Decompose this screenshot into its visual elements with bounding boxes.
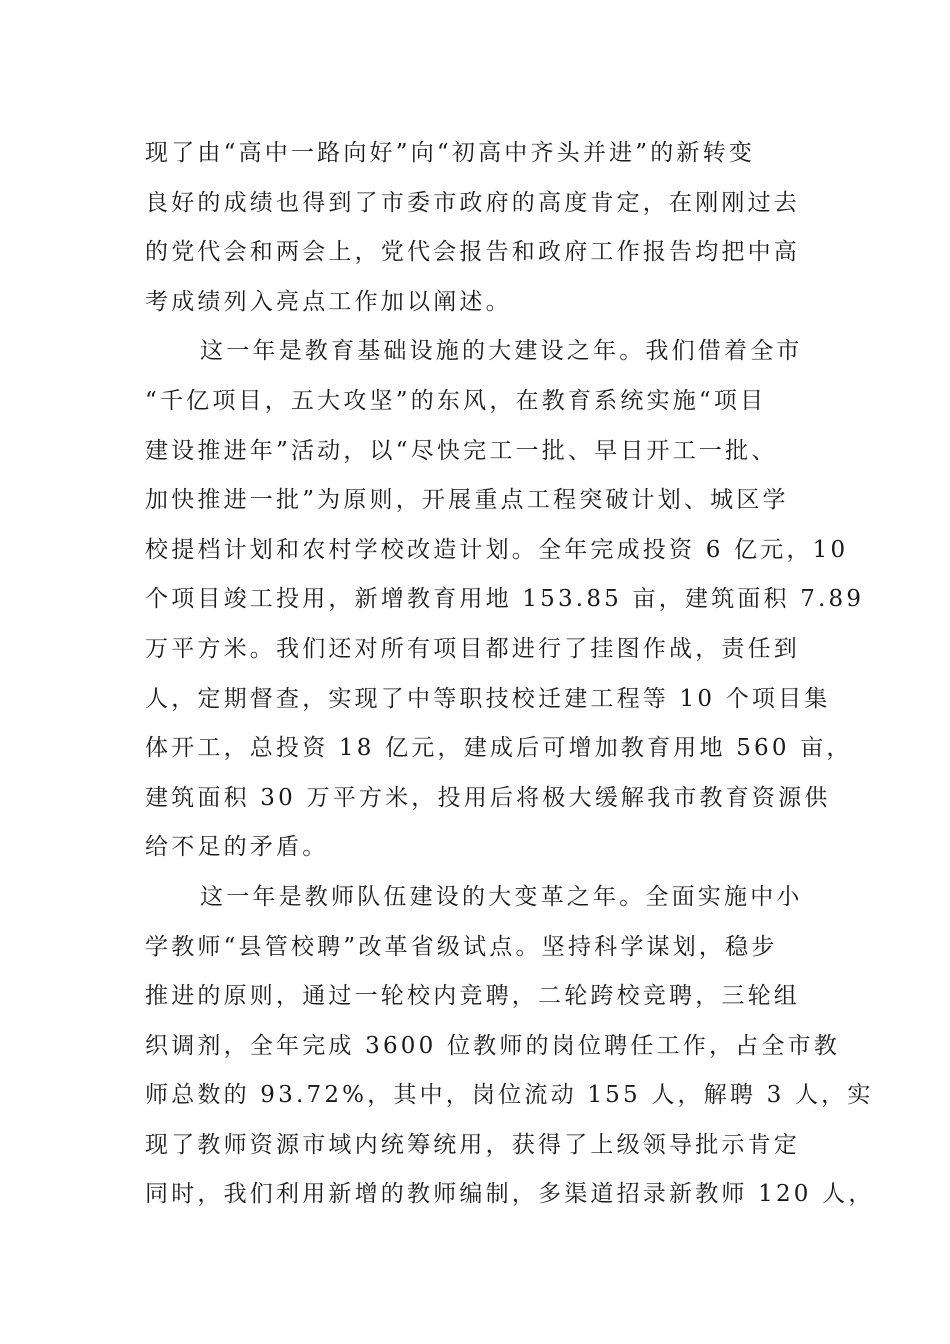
text-line: 的党代会和两会上，党代会报告和政府工作报告均把中高 (145, 239, 800, 266)
text-line: 师总数的 93.72%，其中，岗位流动 155 人，解聘 3 人，实 (145, 1082, 874, 1109)
text-line: 现了教师资源市域内统筹统用，获得了上级领导批示肯定 (145, 1131, 800, 1158)
text-line: 体开工，总投资 18 亿元，建成后可增加教育用地 560 亩， (145, 735, 853, 762)
document-body (145, 131, 875, 1222)
text-line: 推进的原则，通过一轮校内竞聘，二轮跨校竞聘，三轮组 (145, 983, 800, 1010)
text-line: 这一年是教师队伍建设的大变革之年。全面实施中小 (200, 883, 803, 910)
text-line: 给不足的矛盾。 (145, 834, 329, 861)
text-line: 加快推进一批”为原则，开展重点工程突破计划、城区学 (145, 487, 789, 514)
text-line: “千亿项目，五大攻坚”的东风，在教育系统实施“项目 (145, 387, 767, 414)
text-line: 万平方米。我们还对所有项目都进行了挂图作战，责任到 (145, 635, 800, 662)
text-line: 建设推进年”活动，以“尽快完工一批、早日开工一批、 (145, 437, 778, 464)
text-line: 织调剂，全年完成 3600 位教师的岗位聘任工作，占全市教 (145, 1032, 840, 1059)
paragraph-3 (145, 875, 875, 1222)
text-line: 人，定期督查，实现了中等职技校迁建工程等 10 个项目集 (145, 685, 831, 712)
paragraph-2 (145, 329, 865, 875)
text-line: 建筑面积 30 万平方米，投用后将极大缓解我市教育资源供 (145, 784, 831, 811)
text-line: 考成绩列入亮点工作加以阐述。 (145, 288, 512, 315)
text-line: 同时，我们利用新增的教师编制，多渠道招录新教师 120 人， (145, 1181, 875, 1208)
paragraph-1 (145, 131, 810, 329)
text-line: 现了由“高中一路向好”向“初高中齐头并进”的新转变 (145, 140, 756, 166)
text-line: 良好的成绩也得到了市委市政府的高度肯定，在刚刚过去 (145, 189, 800, 216)
text-line: 校提档计划和农村学校改造计划。全年完成投资 6 亿元，10 (145, 536, 849, 563)
text-line: 个项目竣工投用，新增教育用地 153.85 亩，建筑面积 7.89 (145, 586, 865, 613)
text-line: 学教师“县管校聘”改革省级试点。坚持科学谋划，稳步 (145, 933, 778, 960)
text-line: 这一年是教育基础设施的大建设之年。我们借着全市 (200, 338, 803, 365)
